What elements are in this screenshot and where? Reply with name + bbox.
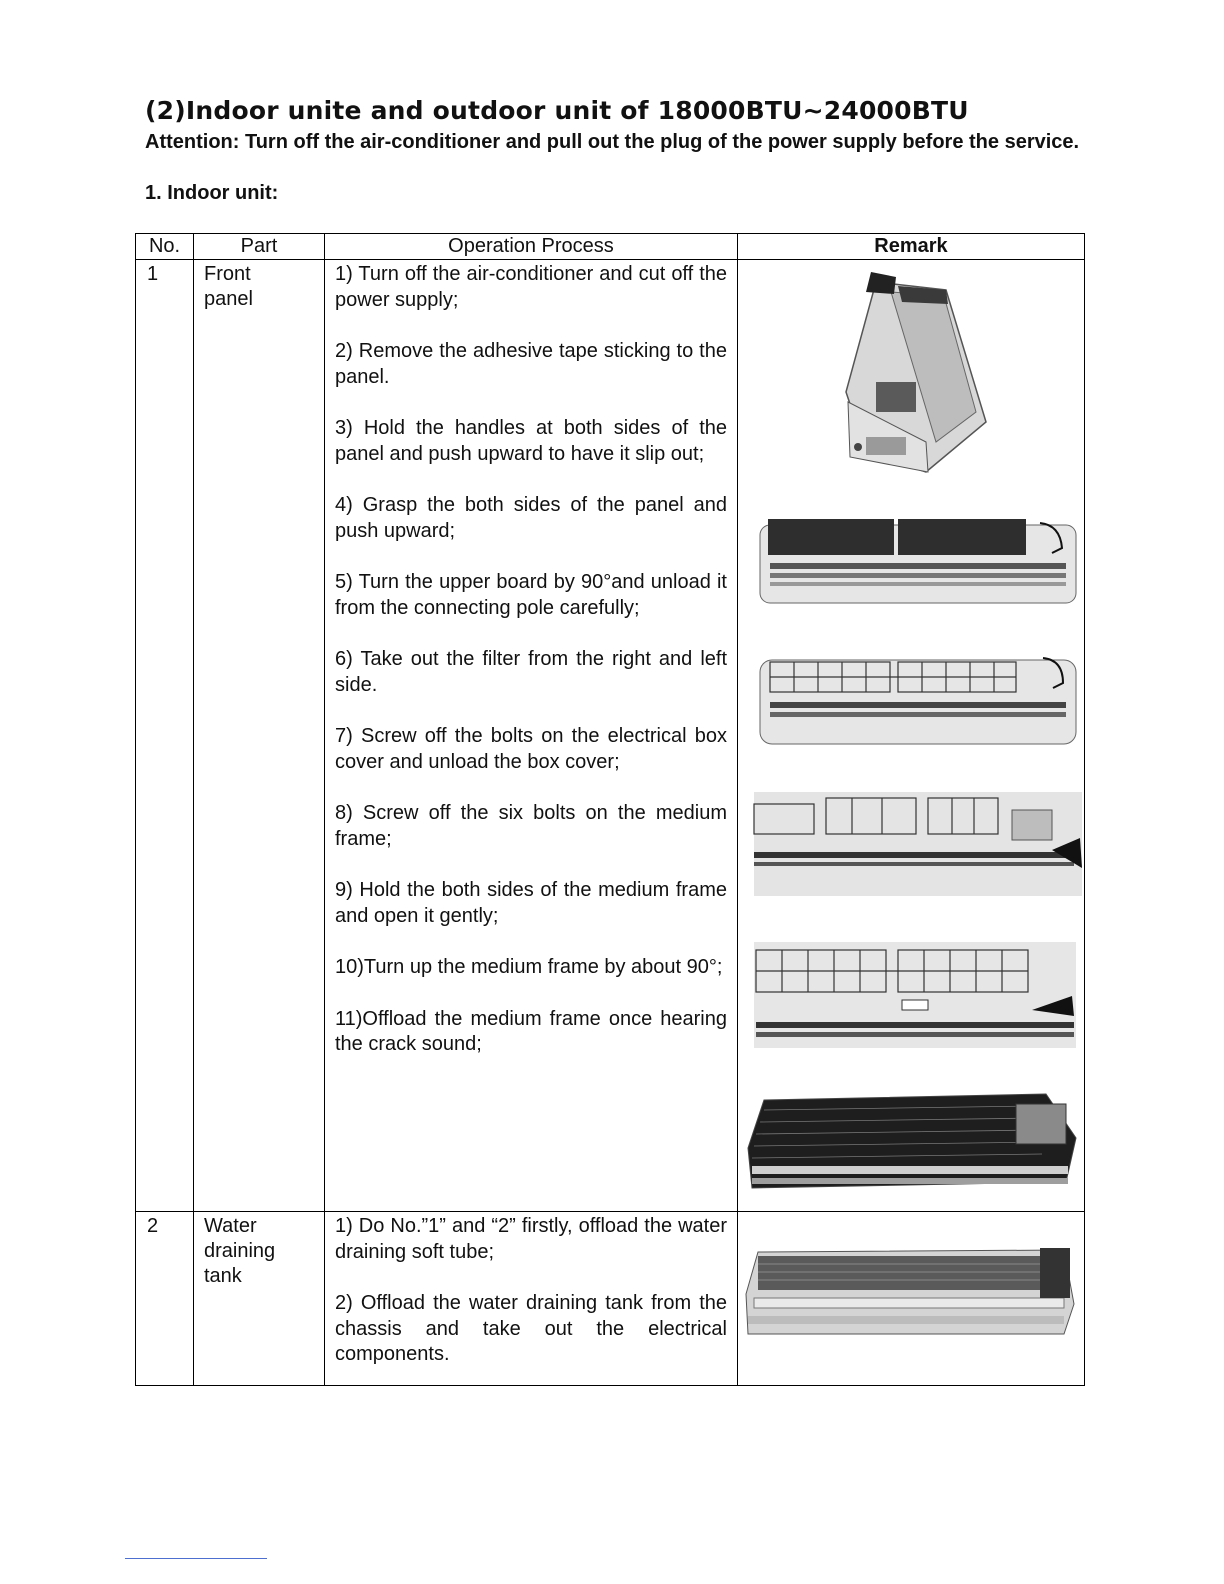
panel-lift-photo [836, 272, 996, 484]
evaporator-photo [746, 1088, 1080, 1194]
step-item: 3) Hold the handles at both sides of the panel and push upward to have it slip out; [335, 417, 727, 465]
electrical-box-photo [752, 790, 1084, 898]
step-item: 10)Turn up the medium frame by about 90°; [335, 956, 723, 978]
filter-removed-photo [758, 652, 1078, 748]
part-name: Front panel [204, 263, 253, 310]
table-row [136, 260, 1085, 1212]
header-process: Operation Process [325, 234, 738, 260]
section-subheading: 1. Indoor unit: [145, 182, 279, 204]
footer-divider [125, 1558, 267, 1559]
row-number: 1 [136, 260, 194, 1212]
table-row [136, 1212, 1085, 1386]
page-title: (2)Indoor unite and outdoor unit of 18000BTU~24000BTU [145, 96, 969, 125]
step-item: 4) Grasp the both sides of the panel and push upward; [335, 494, 727, 542]
row-part [194, 260, 325, 1212]
disassembly-table [135, 233, 1085, 1386]
part-name: Water draining tank [204, 1215, 276, 1287]
step-item: 9) Hold the both sides of the medium frame and open it gently; [335, 879, 727, 927]
row-part [194, 1212, 325, 1386]
header-remark: Remark [738, 234, 1085, 260]
filter-unit-photo [758, 515, 1078, 607]
remark-photos [738, 260, 1085, 1212]
step-item: 11)Offload the medium frame once hearing the crack sound; [335, 1007, 727, 1055]
header-no: No. [136, 234, 194, 260]
step-item: 2) Remove the adhesive tape sticking to the panel. [335, 340, 727, 388]
medium-frame-photo [752, 940, 1078, 1050]
operation-steps [325, 260, 738, 1212]
step-item: 6) Take out the filter from the right and left side. [335, 648, 727, 696]
attention-note: Attention: Turn off the air-conditioner and pull out the plug of the power supply before the service. [145, 131, 1080, 153]
step-item: 2) Offload the water draining tank from the chassis and take out the electrical components. [335, 1292, 727, 1365]
step-item: 8) Screw off the six bolts on the medium frame; [335, 802, 727, 850]
step-item: 1) Do No.”1” and “2” firstly, offload the water draining soft tube; [335, 1215, 727, 1263]
step-item: 5) Turn the upper board by 90°and unload it from the connecting pole carefully; [335, 571, 727, 619]
draining-tank-photo [744, 1244, 1076, 1340]
header-part: Part [194, 234, 325, 260]
remark-photos [738, 1212, 1085, 1386]
operation-steps [325, 1212, 738, 1386]
step-item: 1) Turn off the air-conditioner and cut off the power supply; [335, 263, 727, 311]
table-header-row [136, 234, 1085, 260]
row-number: 2 [136, 1212, 194, 1386]
step-item: 7) Screw off the bolts on the electrical box cover and unload the box cover; [335, 725, 727, 773]
